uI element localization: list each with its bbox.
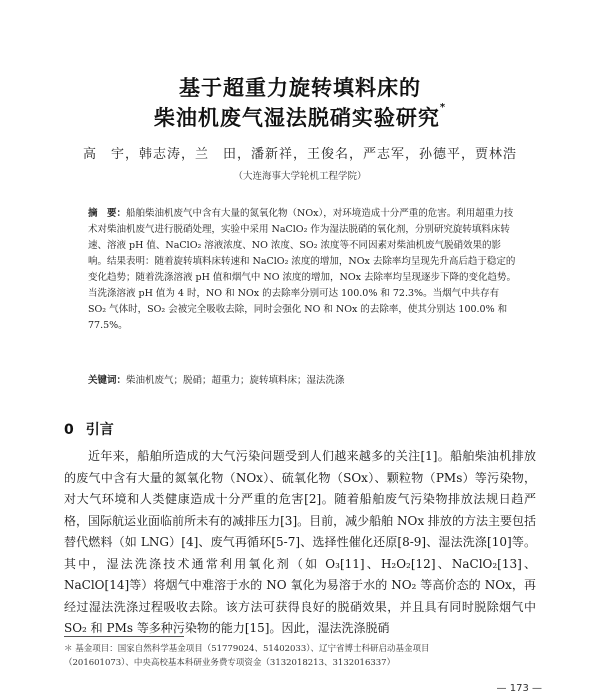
footnote xyxy=(64,642,536,670)
section-title: 引言 xyxy=(85,422,114,438)
footnote-divider xyxy=(64,636,184,637)
introduction-body xyxy=(64,446,536,640)
page-number: — 173 — xyxy=(496,683,542,694)
title-footnote-mark: * xyxy=(439,102,447,113)
footnote-line2: （201601073）、中央高校基本科研业务费专项资金（3132018213、3132016337） xyxy=(64,658,396,668)
affiliation: （大连海事大学轮机工程学院） xyxy=(233,171,367,182)
abstract-text: 船舶柴油机废气中含有大量的氮氧化物（NOx），对环境造成十分严重的危害。利用超重力技术对柴油机废气进行脱硝处理，实验中采用 NaClO₂ 作为湿法脱硝的氧化剂，分别研究旋转填料床转速、溶液 pH 值、NaClO₂ 溶液浓度、NO 浓度、SO₂ 浓度等不同因素对柴油机废气脱硝效果的影响。结果表明：随着旋转填料床转速和 NaClO₂ 浓度的增加，NOx 去除率均呈现先升高后趋于稳定的变化趋势；随着洗涤溶液 pH 值和烟气中 NO 浓度的增加，NOx 去除率均呈现逐步下降的变化趋势。当洗涤溶液 pH 值为 4 时，NO 和 NOx 的去除率分别可达 100.0% 和 72.3%。当烟气中共存有 SO₂ 气体时，SO₂ 会被完全吸收去除，同时会强化 NO 和 NOx 的去除率，使其分别达 100.0% 和 77.5%。 xyxy=(88,208,517,331)
abstract-label: 摘 要： xyxy=(88,208,127,219)
author-list: 高 宇，韩志涛，兰 田，潘新祥，王俊名，严志军，孙德平，贾林浩 xyxy=(82,147,517,162)
paper-title-line2 xyxy=(0,102,600,132)
keywords xyxy=(88,372,518,386)
keywords-label: 关键词： xyxy=(88,375,127,386)
paper-title-line2-text: 柴油机废气湿法脱硝实验研究 xyxy=(153,106,440,130)
keywords-text: 柴油机废气；脱硝；超重力；旋转填料床；湿法洗涤 xyxy=(126,375,345,386)
section-heading xyxy=(64,419,114,439)
footnote-line1: ＊ 基金项目：国家自然科学基金项目（51779024、51402033）、辽宁省博士科研启动基金项目 xyxy=(64,644,430,654)
paper-title-line1: 基于超重力旋转填料床的 xyxy=(179,76,421,100)
section-number: 0 xyxy=(64,422,74,438)
abstract xyxy=(88,206,518,334)
introduction-paragraph: 近年来，船舶所造成的大气污染问题受到人们越来越多的关注[1]。船舶柴油机排放的废气中含有大量的氮氧化物（NOx）、硫氧化物（SOx）、颗粒物（PMs）等污染物，对大气环境和人类健康造成十分严重的危害[2]。随着船舶废气污染物排放法规日趋严格，国际航运业面临前所未有的减排压力[3]。目前，减少船舶 NOx 排放的方法主要包括替代燃料（如 LNG）[4]、废气再循环[5-7]、选择性催化还原[8-9]、湿法洗涤[10]等。其中，湿法洗涤技术通常利用氧化剂（如 O₃[11]、H₂O₂[12]、NaClO₂[13]、NaClO[14]等）将烟气中难溶于水的 NO 氧化为易溶于水的 NO₂ 等高价态的 NOx，再经过湿法洗涤过程吸收去除。该方法可获得良好的脱硝效果，并且具有同时脱除烟气中 SO₂ 和 PMs 等多种污染物的能力[15]。因此，湿法洗涤脱硝 xyxy=(64,449,536,635)
